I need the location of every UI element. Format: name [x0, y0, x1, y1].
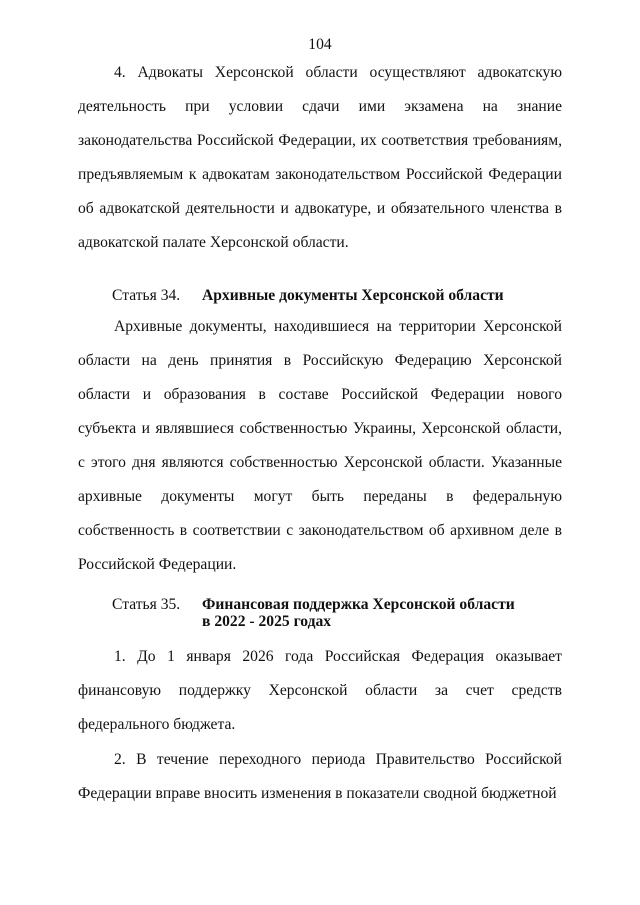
article-35-title: [202, 596, 562, 630]
article-35-title-line-1: Финансовая поддержка Херсонской области: [202, 596, 515, 613]
paragraph-financial-support: 1. До 1 января 2026 года Российская Федерация оказывает финансовую поддержку Херсонской области за счет средств федерального бюджета.: [78, 648, 562, 733]
article-34-number: Статья 34.: [112, 287, 181, 304]
page-number: 104: [308, 36, 332, 53]
article-34-title: Архивные документы Херсонской области: [202, 287, 504, 304]
paragraph-transition-period: 2. В течение переходного периода Правительство Российской Федерации вправе вносить изменения в показатели сводной бюджетной: [78, 751, 562, 802]
article-35-number: Статья 35.: [112, 596, 181, 613]
paragraph-archive-documents: Архивные документы, находившиеся на территории Херсонской области на день принятия в Российскую Федерацию Херсонской области и образования в составе Российской Федерации нового субъекта и являвшиеся собственностью Украины, Херсонской области, с этого дня являются собственностью Херсонской области. Указанные архивные документы могут быть переданы в федеральную собственность в соответствии с законодательством об архивном деле в Российской Федерации.: [78, 318, 562, 573]
paragraph-advocates: 4. Адвокаты Херсонской области осуществляют адвокатскую деятельность при условии сдачи ими экзамена на знание законодательства Российской Федерации, их соответствия требованиям, предъявляемым к адвокатам законодательством Российской Федерации об адвокатской деятельности и адвокатуре, и обязательного членства в адвокатской палате Херсонской области.: [78, 64, 562, 251]
article-35-title-line-2: в 2022 - 2025 годах: [202, 613, 332, 630]
